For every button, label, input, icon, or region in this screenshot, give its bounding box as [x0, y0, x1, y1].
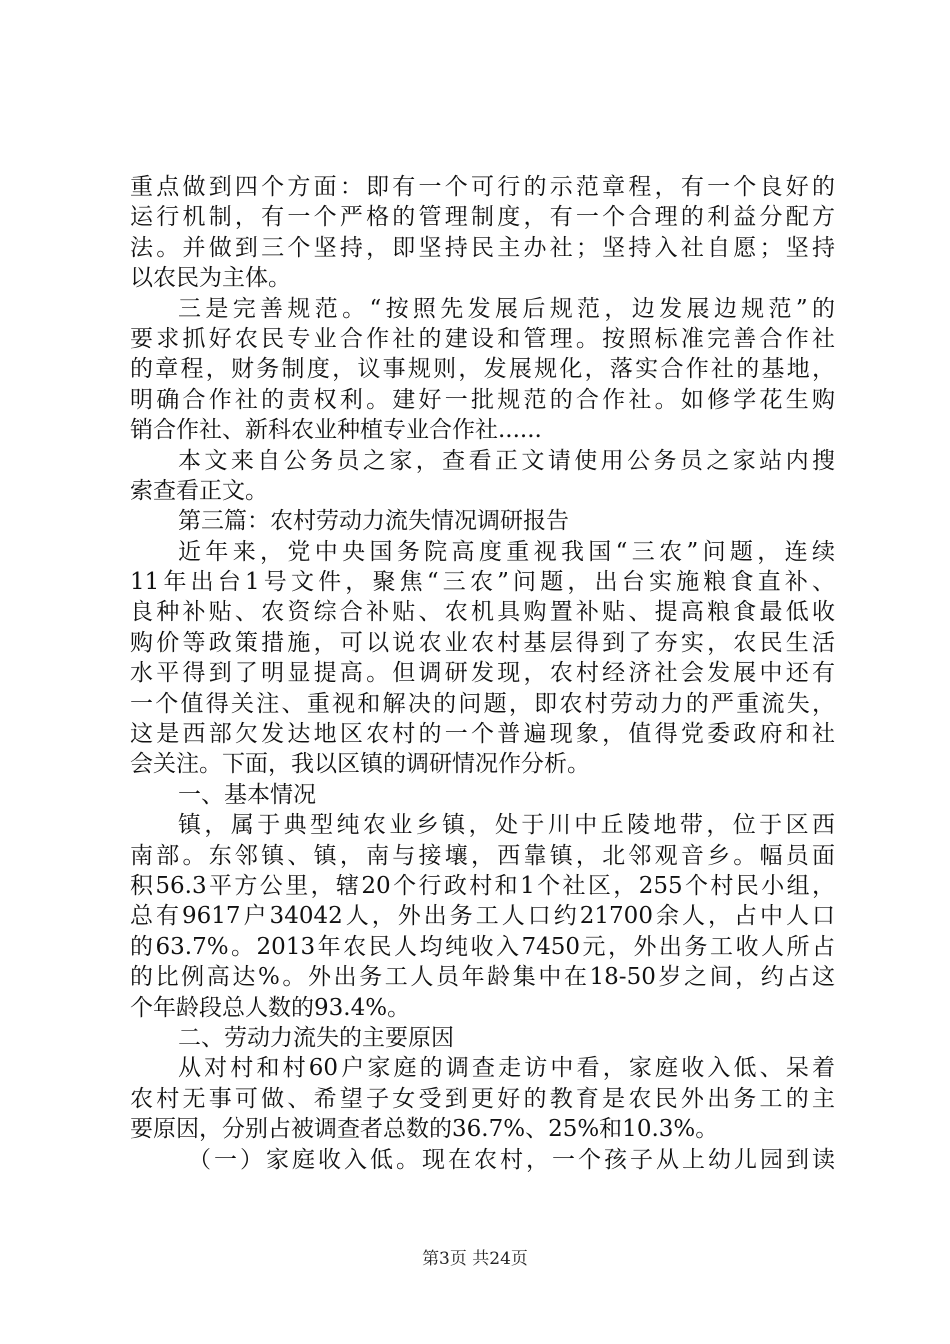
text-line: 农村无事可做、希望子女受到更好的教育是农民外出务工的主: [130, 1085, 835, 1112]
text-line: 南部。东邻镇、镇，南与接壤，西靠镇，北邻观音乡。幅员面: [130, 842, 835, 869]
text-line: 购价等政策措施，可以说农业农村基层得到了夯实，农民生活: [130, 629, 835, 656]
text-line: 这是西部欠发达地区农村的一个普遍现象，值得党委政府和社: [130, 721, 835, 748]
text-line: 良种补贴、农资综合补贴、农机具购置补贴、提高粮食最低收: [130, 599, 835, 626]
text-line: 从对村和村60户家庭的调查走访中看，家庭收入低、呆着: [178, 1055, 835, 1082]
text-line: 本文来自公务员之家，查看正文请使用公务员之家站内搜: [178, 447, 835, 474]
text-line: 镇，属于典型纯农业乡镇，处于川中丘陵地带，位于区西: [178, 812, 835, 839]
text-line: 近年来，党中央国务院高度重视我国“三农”问题，连续: [178, 538, 835, 565]
text-line: 积56.3平方公里，辖20个行政村和1个社区，255个村民小组，: [130, 872, 835, 899]
text-line: 水平得到了明显提高。但调研发现，农村经济社会发展中还有: [130, 660, 835, 687]
text-line: 索查看正文。: [130, 477, 268, 504]
text-line: 销合作社、新科农业种植专业合作社......: [130, 417, 542, 444]
text-line: （一）家庭收入低。现在农村，一个孩子从上幼儿园到读: [188, 1146, 835, 1173]
text-line: 会关注。下面，我以区镇的调研情况作分析。: [130, 751, 590, 778]
text-line: 重点做到四个方面：即有一个可行的示范章程，有一个良好的: [130, 174, 835, 200]
text-line: 的章程，财务制度，议事规则，发展规化，落实合作社的基地，: [130, 356, 835, 383]
text-line: 个年龄段总人数的93.4%。: [130, 994, 411, 1021]
text-line: 的63.7%。2013年农民人均纯收入7450元，外出务工收人所占: [130, 933, 835, 960]
text-line: 三是完善规范。“按照先发展后规范，边发展边规范”的: [178, 295, 835, 322]
page-footer: 第3页 共24页: [422, 1249, 528, 1269]
text-line: 一个值得关注、重视和解决的问题，即农村劳动力的严重流失，: [130, 690, 835, 717]
text-line: 以农民为主体。: [130, 265, 291, 292]
text-line: 的比例高达%。外出务工人员年龄集中在18-50岁之间，约占这: [130, 964, 835, 991]
text-line: 总有9617户34042人，外出务工人口约21700余人，占中人口: [130, 903, 835, 930]
text-line: 要原因，分别占被调查者总数的36.7%、25%和10.3%。: [130, 1116, 719, 1143]
text-line: 要求抓好农民专业合作社的建设和管理。按照标准完善合作社: [130, 325, 835, 352]
text-line: 法。并做到三个坚持，即坚持民主办社；坚持入社自愿；坚持: [130, 234, 835, 261]
text-line: 明确合作社的责权利。建好一批规范的合作社。如修学花生购: [130, 386, 835, 413]
text-line: 运行机制，有一个严格的管理制度，有一个合理的利益分配方: [130, 204, 835, 231]
text-line: 11年出台1号文件，聚焦“三农”问题，出台实施粮食直补、: [130, 569, 835, 596]
text-line: 一、基本情况: [178, 781, 316, 808]
text-line: 二、劳动力流失的主要原因: [178, 1024, 454, 1051]
document-body: [130, 172, 835, 1175]
text-line: 第三篇：农村劳动力流失情况调研报告: [178, 508, 569, 535]
